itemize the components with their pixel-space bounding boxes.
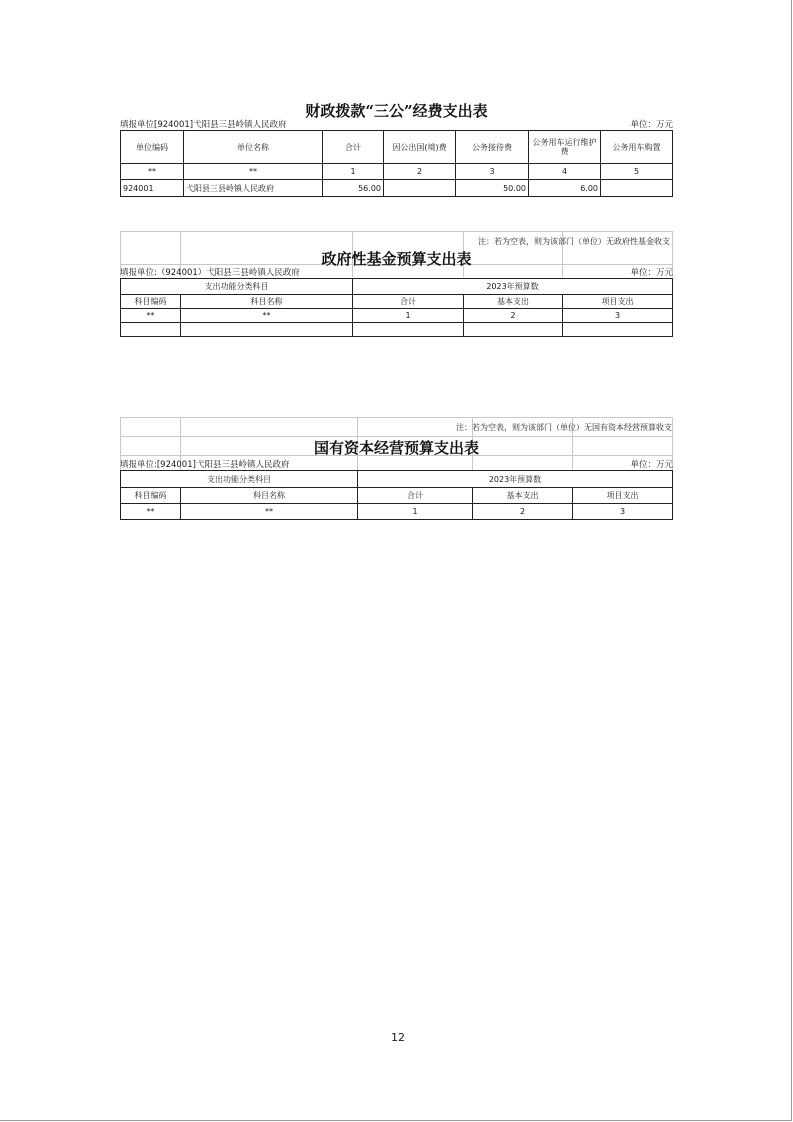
table3-header-project: 项目支出 — [606, 491, 639, 500]
table2-title: 政府性基金预算支出表 — [321, 250, 472, 268]
table1-header-reception: 公务接待费 — [472, 142, 512, 152]
table1-row-vehicle-purchase — [601, 180, 672, 196]
table2-unit: 单位：万元 — [630, 268, 673, 278]
table3-title: 国有资本经营预算支出表 — [313, 439, 479, 457]
table1-header-vehicle-maintenance: 公务用车运行维护费 — [532, 138, 597, 156]
table1-header-total: 合计 — [345, 142, 361, 152]
table1-row-total: 56.00 — [358, 183, 381, 193]
table1-header-name: 单位名称 — [237, 142, 269, 152]
table1-index-reception: 3 — [489, 167, 495, 176]
table2-header-basic: 基本支出 — [497, 297, 529, 306]
table1-title: 财政拨款“三公”经费支出表 — [305, 102, 488, 120]
table3-header-name: 科目名称 — [253, 491, 285, 500]
table2-subhead — [120, 266, 673, 278]
table1-subhead — [120, 118, 673, 130]
table2-header-name: 科目名称 — [250, 297, 283, 306]
table3-group-right: 2023年预算数 — [488, 474, 542, 484]
table2-index-basic: 2 — [510, 311, 516, 320]
table3-filler: 填报单位:[924001]弋阳县三县岭镇人民政府 — [120, 460, 290, 470]
table3-group-left: 支出功能分类科目 — [207, 474, 271, 484]
table3-index-name: ** — [265, 507, 273, 516]
table2-index-project: 3 — [614, 311, 621, 320]
table1-header-code: 单位编码 — [136, 142, 168, 152]
table2-header-project: 项目支出 — [601, 297, 634, 306]
table1-row-reception: 50.00 — [503, 183, 526, 193]
table1-header-overseas: 因公出国(境)费 — [392, 142, 447, 152]
table3-header-code: 科目编码 — [134, 491, 167, 500]
table3-header-basic: 基本支出 — [506, 491, 539, 500]
table2-index-name: ** — [262, 311, 271, 320]
table2-note: 注：若为空表，则为该部门（单位）无政府性基金收支 — [478, 237, 670, 246]
table3-index-code: ** — [146, 507, 155, 516]
table2-group-right: 2023年预算数 — [486, 282, 539, 291]
table1-row-overseas — [384, 180, 455, 196]
table2-index-code: ** — [146, 311, 155, 320]
table1-row-code: 924001 — [123, 183, 154, 193]
table3-index-project: 3 — [619, 507, 626, 516]
table3-index-basic: 2 — [519, 507, 526, 516]
table1-index-vehicle-purchase: 5 — [633, 167, 640, 176]
table1-index-code: ** — [148, 167, 156, 176]
table1-row-vehicle-maintenance: 6.00 — [580, 183, 598, 193]
table2-header-code: 科目编码 — [134, 297, 167, 306]
table1-index-total: 1 — [350, 167, 356, 176]
table2-index-total: 1 — [405, 311, 411, 320]
table2-filler: 填报单位:（924001）弋阳县三县岭镇人民政府 — [120, 268, 300, 278]
table3-subhead — [120, 458, 673, 470]
table3-header-total: 合计 — [407, 491, 423, 500]
table3-index-total: 1 — [412, 507, 418, 516]
table1-index-overseas: 2 — [416, 167, 423, 176]
page-number: 12 — [391, 1031, 405, 1044]
table2-header-total: 合计 — [400, 297, 416, 306]
table1-filler: 填报单位[924001]弋阳县三县岭镇人民政府 — [120, 120, 287, 130]
table1-index-name: ** — [249, 167, 257, 176]
table2-group-left: 支出功能分类科目 — [204, 282, 269, 291]
table3-note: 注：若为空表，则为该部门（单位）无国有资本经营预算收支 — [456, 423, 672, 432]
table1-header-vehicle-purchase: 公务用车购置 — [612, 142, 661, 152]
table1-index-vehicle-maintenance: 4 — [561, 167, 568, 176]
table3-unit: 单位：万元 — [630, 460, 673, 470]
table1-unit: 单位：万元 — [630, 120, 673, 130]
table1-row-name: 弋阳县三县岭镇人民政府 — [186, 183, 274, 193]
